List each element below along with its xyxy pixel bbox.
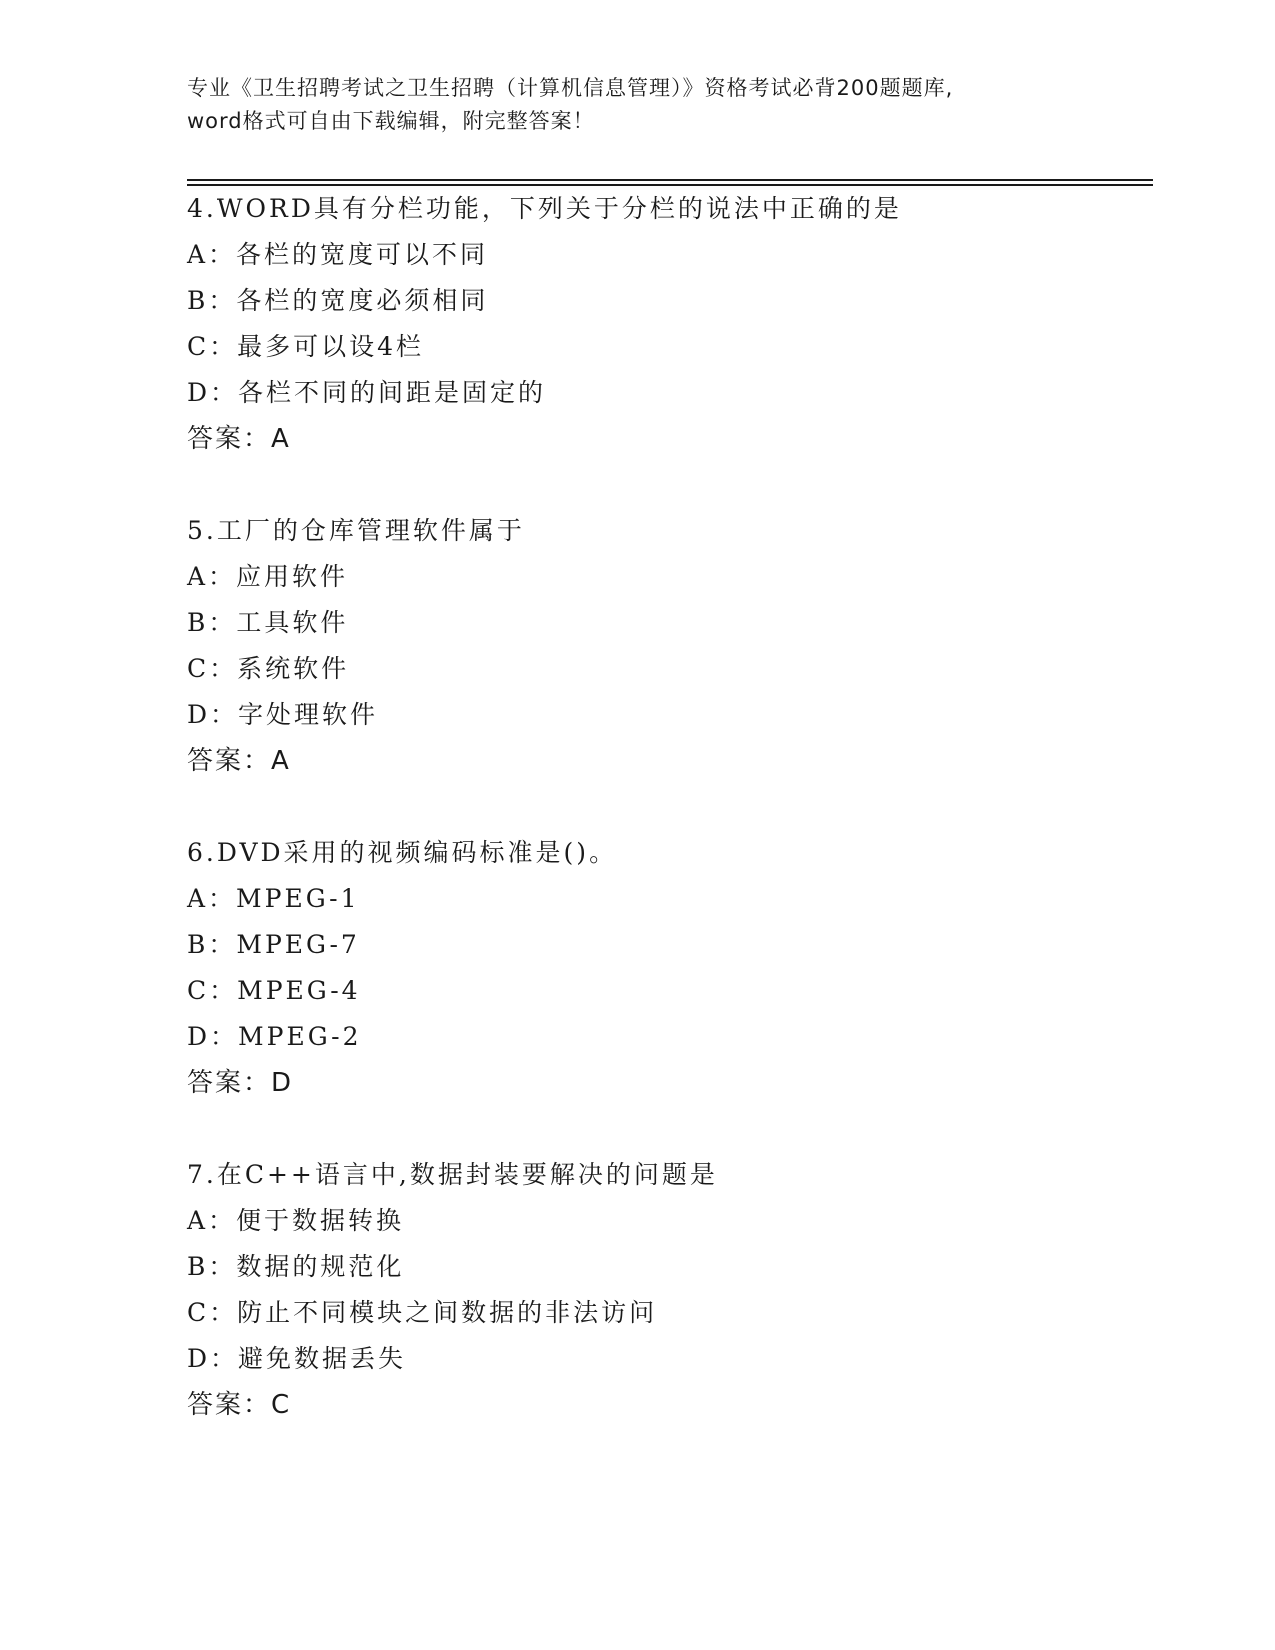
option-b: B：工具软件 — [187, 608, 349, 637]
question-item — [187, 1152, 1147, 1428]
question-text: 4.WORD具有分栏功能，下列关于分栏的说法中正确的是 — [187, 194, 902, 223]
question-text: 5.工厂的仓库管理软件属于 — [187, 516, 525, 545]
answer-text: 答案：A — [187, 424, 291, 454]
question-text: 6.DVD采用的视频编码标准是()。 — [187, 838, 618, 867]
option-a: A：MPEG-1 — [187, 884, 360, 913]
option-c: C：MPEG-4 — [187, 976, 361, 1005]
question-item — [187, 508, 1147, 784]
option-b: B：MPEG-7 — [187, 930, 360, 959]
question-text: 7.在C++语言中,数据封装要解决的问题是 — [187, 1160, 718, 1189]
option-a: A：各栏的宽度可以不同 — [187, 240, 489, 269]
header-title-line-2: word格式可自由下载编辑，附完整答案！ — [187, 109, 595, 133]
document-header — [187, 72, 1087, 138]
option-d: D：各栏不同的间距是固定的 — [187, 378, 547, 407]
option-d: D：MPEG-2 — [187, 1022, 362, 1051]
question-list — [187, 186, 1147, 1474]
answer-text: 答案：A — [187, 746, 291, 776]
question-item — [187, 830, 1147, 1106]
answer-text: 答案：D — [187, 1068, 294, 1098]
question-item — [187, 186, 1147, 462]
header-divider-top — [187, 179, 1153, 181]
option-b: B：数据的规范化 — [187, 1252, 405, 1281]
option-c: C：防止不同模块之间数据的非法访问 — [187, 1298, 658, 1327]
option-d: D：避免数据丢失 — [187, 1344, 407, 1373]
option-a: A：便于数据转换 — [187, 1206, 405, 1235]
header-title-line-1: 专业《卫生招聘考试之卫生招聘（计算机信息管理）》资格考试必背200题题库, — [187, 76, 954, 100]
option-c: C：最多可以设4栏 — [187, 332, 425, 361]
option-d: D：字处理软件 — [187, 700, 379, 729]
option-b: B：各栏的宽度必须相同 — [187, 286, 489, 315]
option-a: A：应用软件 — [187, 562, 349, 591]
answer-text: 答案：C — [187, 1390, 292, 1420]
option-c: C：系统软件 — [187, 654, 350, 683]
